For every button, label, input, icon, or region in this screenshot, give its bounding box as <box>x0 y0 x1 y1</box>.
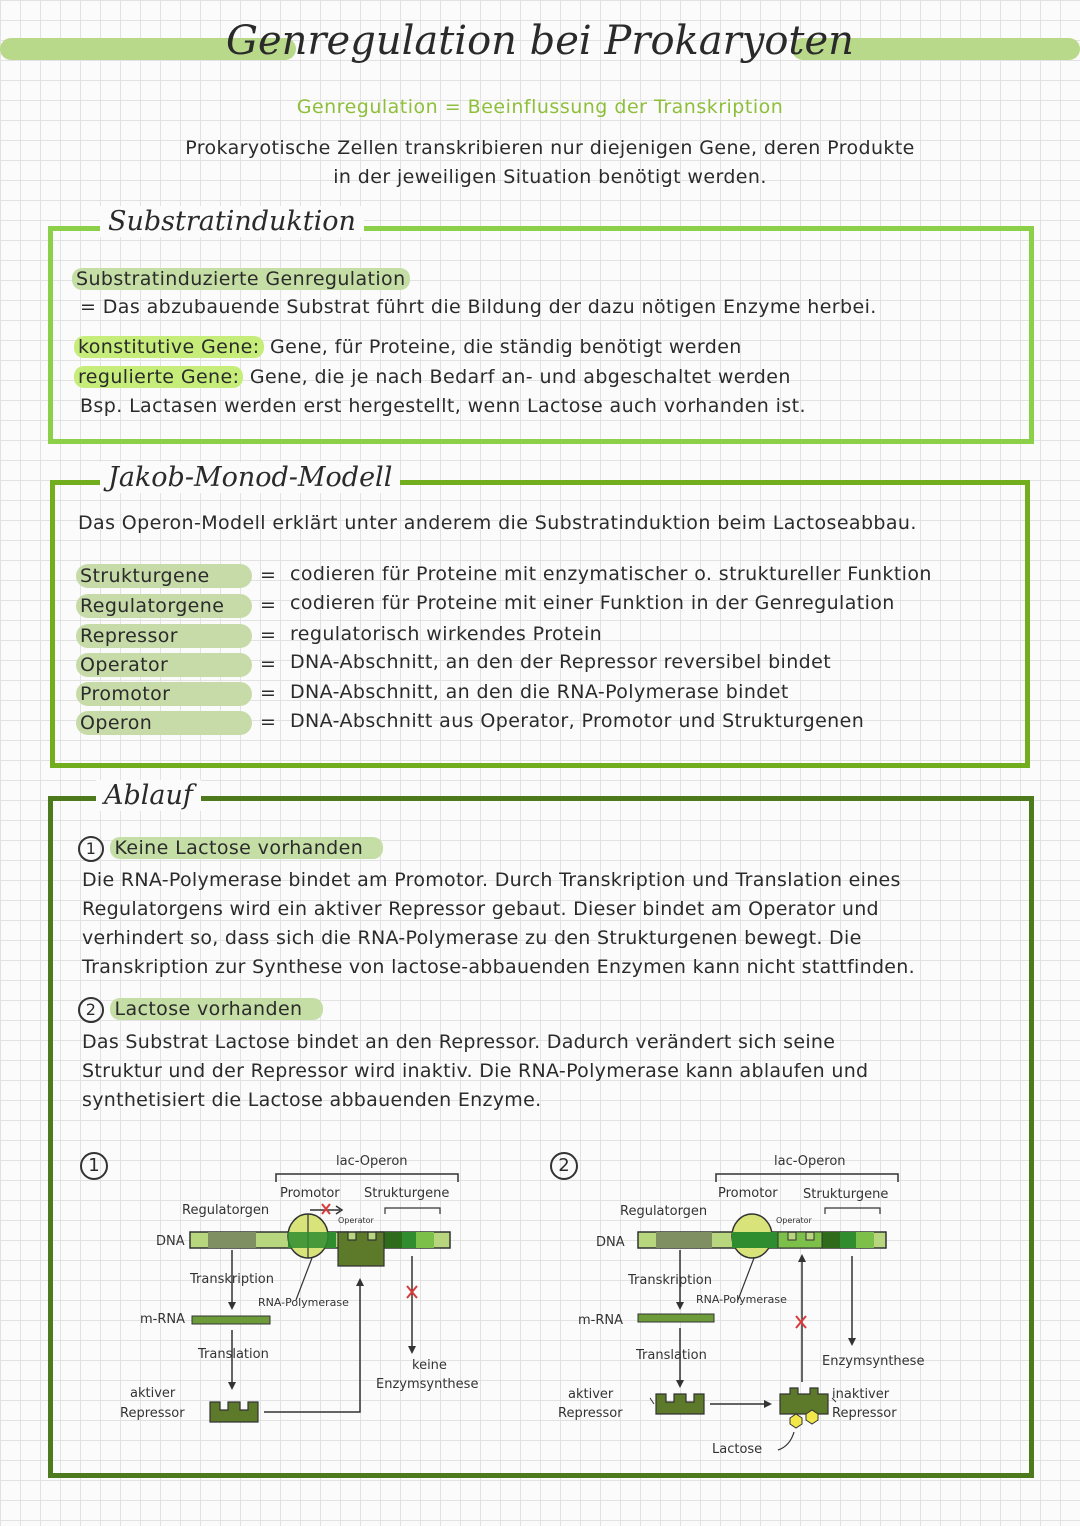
d1-translation: Translation <box>198 1347 269 1362</box>
inactive-repressor <box>780 1388 828 1414</box>
d1-strukturgene: Strukturgene <box>364 1186 450 1201</box>
term-operon: Operon <box>76 711 252 735</box>
bound-repressor <box>338 1232 384 1266</box>
step1-line-4: Transkription zur Synthese von lactose-abbauenden Enzymen kann nicht stattfinden. <box>82 956 915 978</box>
strukturgen-segment-3 <box>416 1232 434 1248</box>
step1-title-line <box>78 836 383 862</box>
substratinduktion-term <box>72 268 410 290</box>
step2-paragraph <box>82 1028 1022 1115</box>
d1-dna: DNA <box>156 1234 185 1249</box>
d2-rna-polymerase: RNA-Polymerase <box>696 1293 787 1306</box>
page-title: Genregulation bei Prokaryoten <box>226 18 854 64</box>
to-inactive-arrow-head <box>764 1400 772 1408</box>
strukturgen-segment-1 <box>822 1232 840 1248</box>
regulatorgen-segment <box>208 1232 256 1248</box>
regulierte-gene-text: Gene, die je nach Bedarf an- und abgeschaltet werden <box>249 366 791 388</box>
mrna-strand <box>192 1316 270 1324</box>
intro-line-2: in der jeweiligen Situation benötigt werden. <box>333 166 767 188</box>
free-operator <box>778 1232 822 1248</box>
def-promotor: DNA-Abschnitt, an den die RNA-Polymerase bindet <box>290 681 789 703</box>
active-repressor <box>210 1402 258 1422</box>
step1-number: 1 <box>78 836 104 862</box>
d2-lactose: Lactose <box>712 1442 763 1457</box>
step1-line-3: verhindert so, dass sich die RNA-Polymerase zu den Strukturgenen bewegt. Die <box>82 927 862 949</box>
page-subtitle: Genregulation = Beeinflussung der Transkription <box>296 96 784 118</box>
lactose-pointer <box>778 1432 794 1450</box>
strukturgen-segment-2 <box>402 1232 416 1248</box>
term-highlight: Substratinduzierte Genregulation <box>72 268 410 290</box>
lac-operon-bracket <box>276 1174 458 1182</box>
d2-operator: Operator <box>776 1216 812 1225</box>
term-promotor: Promotor <box>76 682 252 706</box>
def-operon: DNA-Abschnitt aus Operator, Promotor und Strukturgenen <box>290 710 865 732</box>
step1-line-2: Regulatorgens wird ein aktiver Repressor gebaut. Dieser bindet am Operator und <box>82 898 879 920</box>
def-operator: DNA-Abschnitt, an den der Repressor reversibel bindet <box>290 651 832 673</box>
d2-strukturgene: Strukturgene <box>803 1187 889 1202</box>
eq-sign: = <box>260 682 276 704</box>
strukturgene-bracket <box>825 1208 880 1214</box>
d2-regulatorgen: Regulatorgen <box>620 1204 708 1219</box>
ablauf-heading: Ablauf <box>96 780 201 811</box>
strukturgen-segment-3 <box>856 1232 874 1248</box>
aktiver-pointer <box>650 1398 654 1404</box>
repressor-arrow-head <box>356 1278 364 1286</box>
d1-keine: keine <box>412 1358 447 1373</box>
intro-text <box>140 134 960 192</box>
d2-inaktiver: inaktiver <box>832 1387 890 1402</box>
term-regulatorgene: Regulatorgene <box>76 594 252 618</box>
d2-lac-operon: lac-Operon <box>774 1154 846 1169</box>
d1-rna-polymerase: RNA-Polymerase <box>258 1296 349 1309</box>
step2-line-2: Struktur und der Repressor wird inaktiv. Die RNA-Polymerase kann ablaufen und <box>82 1060 869 1082</box>
eq-sign: = <box>260 653 276 675</box>
konstitutive-gene-label: konstitutive Gene: <box>74 336 264 358</box>
transcription-arrow-head <box>228 1302 236 1310</box>
d1-aktiver: aktiver <box>130 1386 176 1401</box>
def-strukturgene: codieren für Proteine mit enzymatischer o. struktureller Funktion <box>290 563 932 585</box>
d2-repressor-inactive: Repressor <box>832 1406 897 1421</box>
d2-dna: DNA <box>596 1235 625 1250</box>
d1-transkription: Transkription <box>190 1272 274 1287</box>
regulierte-gene-line <box>74 366 791 388</box>
lac-operon-bracket <box>716 1174 898 1182</box>
step2-line-3: synthetisiert die Lactose abbauenden Enzyme. <box>82 1089 542 1111</box>
d1-operator: Operator <box>338 1216 374 1225</box>
konstitutive-gene-text: Gene, für Proteine, die ständig benötigt werden <box>270 336 742 358</box>
step1-paragraph <box>82 866 1022 982</box>
substratinduktion-heading: Substratinduktion <box>100 206 364 237</box>
d1-regulatorgen: Regulatorgen <box>182 1203 270 1218</box>
intro-line-1: Prokaryotische Zellen transkribieren nur diejenigen Gene, deren Produkte <box>185 137 915 159</box>
polymerase-pointer <box>296 1258 312 1300</box>
eq-sign: = <box>260 711 276 733</box>
promotor-segment <box>732 1232 778 1248</box>
def-repressor: regulatorisch wirkendes Protein <box>290 623 603 645</box>
konstitutive-gene-line <box>74 336 742 358</box>
eq-sign: = <box>260 624 276 646</box>
eq-sign: = <box>260 594 276 616</box>
jakob-monod-intro: Das Operon-Modell erklärt unter anderem die Substratinduktion beim Lactoseabbau. <box>78 512 917 534</box>
d2-enzymsynthese: Enzymsynthese <box>822 1354 925 1369</box>
d1-enzymsynthese: Enzymsynthese <box>376 1377 479 1392</box>
term-repressor: Repressor <box>76 624 252 648</box>
strukturgen-segment-1 <box>382 1232 402 1248</box>
step2-line-1: Das Substrat Lactose bindet an den Repressor. Dadurch verändert sich seine <box>82 1031 836 1053</box>
d2-mrna: m-RNA <box>578 1313 624 1328</box>
dna-overlay <box>288 1232 336 1248</box>
regulierte-gene-label: regulierte Gene: <box>74 366 243 388</box>
diagram1-number: 1 <box>80 1152 108 1180</box>
d2-promotor: Promotor <box>718 1186 778 1201</box>
substratinduktion-definition: = Das abzubauende Substrat führt die Bildung der dazu nötigen Enzyme herbei. <box>80 296 877 318</box>
step1-line-1: Die RNA-Polymerase bindet am Promotor. Durch Transkription und Translation eines <box>82 869 901 891</box>
eq-sign: = <box>260 564 276 586</box>
active-repressor <box>656 1394 704 1414</box>
d1-promotor: Promotor <box>280 1186 340 1201</box>
d2-transkription: Transkription <box>628 1273 712 1288</box>
jakob-monod-heading: Jakob-Monod-Modell <box>100 462 400 493</box>
step2-title-line <box>78 997 323 1023</box>
step2-title: Lactose vorhanden <box>110 998 322 1020</box>
strukturgen-segment-2 <box>840 1232 856 1248</box>
d1-mrna: m-RNA <box>140 1312 186 1327</box>
d1-repressor: Repressor <box>120 1406 185 1421</box>
term-strukturgene: Strukturgene <box>76 564 252 588</box>
synthesis-arrow-head <box>848 1338 856 1346</box>
no-synthesis-arrow-head <box>408 1346 416 1354</box>
d2-repressor: Repressor <box>558 1406 623 1421</box>
term-operator: Operator <box>76 653 252 677</box>
blocked-up-arrow-head <box>798 1254 806 1262</box>
cross-mark-icon <box>796 1316 806 1328</box>
mrna-strand <box>638 1314 714 1322</box>
translation-arrow-head <box>228 1382 236 1390</box>
cross-mark-icon <box>322 1204 330 1214</box>
step1-title: Keine Lactose vorhanden <box>110 837 383 859</box>
d2-aktiver: aktiver <box>568 1387 614 1402</box>
translation-arrow-head <box>676 1380 684 1388</box>
def-regulatorgene: codieren für Proteine mit einer Funktion in der Genregulation <box>290 592 895 614</box>
d1-lac-operon: lac-Operon <box>336 1154 408 1169</box>
regulatorgen-segment <box>656 1232 712 1248</box>
lactose-molecule-1 <box>790 1414 802 1428</box>
d2-translation: Translation <box>636 1348 707 1363</box>
example-line: Bsp. Lactasen werden erst hergestellt, wenn Lactose auch vorhanden ist. <box>80 395 806 417</box>
diagram2-number: 2 <box>550 1152 578 1180</box>
strukturgene-bracket <box>385 1208 440 1214</box>
transcription-arrow-head <box>676 1302 684 1310</box>
step2-number: 2 <box>78 997 104 1023</box>
